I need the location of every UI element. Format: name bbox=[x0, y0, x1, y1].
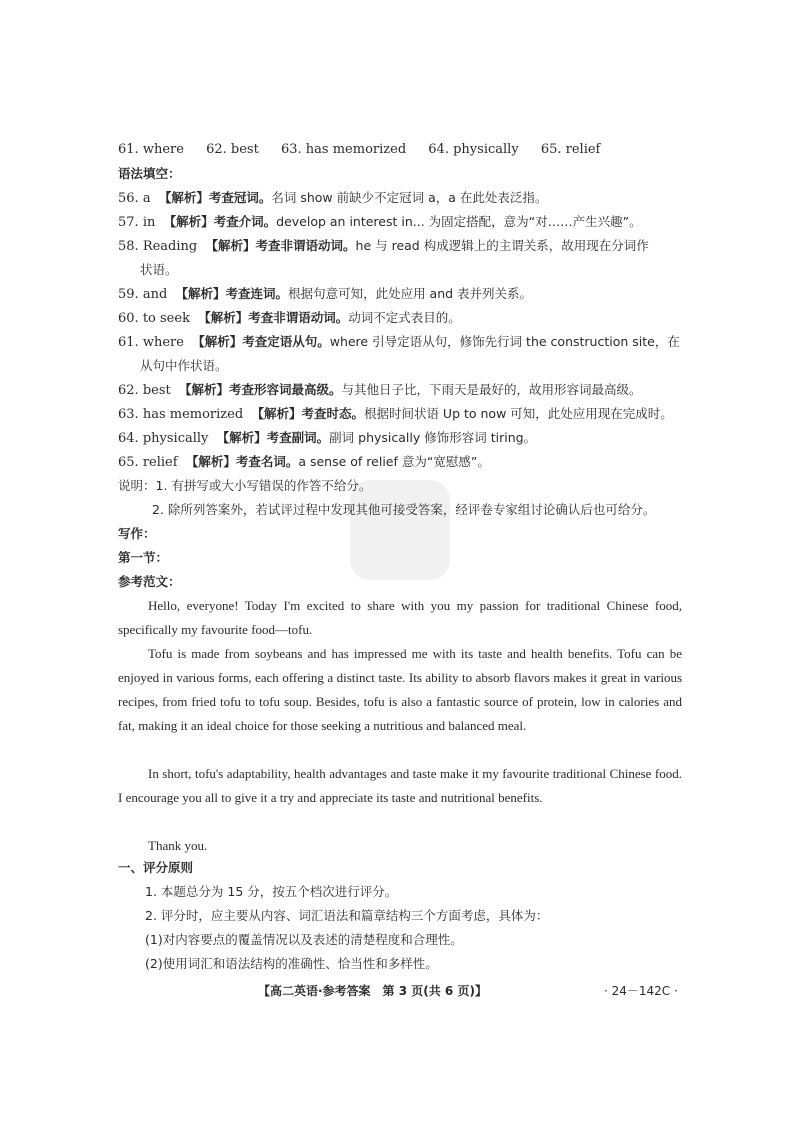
essay-paragraph-4: Thank you. bbox=[148, 838, 208, 853]
analysis-text: 根据句意可知，此处应用 and 表并列关系。 bbox=[288, 286, 533, 301]
analysis-tag: 【解析】考查名词。 bbox=[185, 454, 299, 469]
top-answer: 62. best bbox=[206, 142, 259, 157]
answer-item: 59. and 【解析】考查连词。根据句意可知，此处应用 and 表并列关系。 bbox=[118, 286, 533, 302]
note-1: 1. 有拼写或大小写错误的作答不给分。 bbox=[155, 478, 372, 493]
answer-item: 60. to seek 【解析】考查非谓语动词。动词不定式表目的。 bbox=[118, 310, 461, 326]
essay-paragraph-3: In short, tofu's adaptability, health advantages and taste make it my favourite traditional Chinese food. I encourage you all to give it a try and appreciate its taste and nutritional benefits. bbox=[118, 766, 682, 805]
essay-paragraph-1: Hello, everyone! Today I'm excited to share with you my passion for traditional Chinese food, specifically my favourite food—tofu. bbox=[118, 598, 682, 637]
answer-item: 58. Reading 【解析】考查非谓语动词。he 与 read 构成逻辑上的主谓关系，故用现在分词作 bbox=[118, 238, 649, 254]
analysis-tag: 【解析】考查非谓语动词。 bbox=[205, 238, 356, 253]
top-answer: 61. where bbox=[118, 142, 184, 157]
answer-item: 64. physically 【解析】考查副词。副词 physically 修饰形容词 tiring。 bbox=[118, 430, 537, 446]
answer-item: 57. in 【解析】考查介词。develop an interest in... 为固定搭配，意为“对……产生兴趣”。 bbox=[118, 214, 642, 230]
analysis-continuation: 从句中作状语。 bbox=[140, 358, 228, 373]
analysis-continuation: 状语。 bbox=[140, 262, 178, 277]
top-answers-line bbox=[118, 142, 690, 158]
principle-4: (2)使用词汇和语法结构的准确性、恰当性和多样性。 bbox=[145, 956, 438, 971]
analysis-text: 动词不定式表目的。 bbox=[348, 310, 461, 325]
writing-heading: 写作： bbox=[118, 526, 156, 541]
analysis-tag: 【解析】考查时态。 bbox=[251, 406, 364, 421]
section-heading: 第一节： bbox=[118, 550, 169, 565]
top-answer: 65. relief bbox=[540, 142, 601, 157]
grammar-heading: 语法填空： bbox=[118, 166, 181, 181]
answer-item: 62. best 【解析】考查形容词最高级。与其他日子比，下雨天是最好的，故用形容词最高级。 bbox=[118, 382, 642, 398]
analysis-text: a sense of relief 意为“宽慰感”。 bbox=[298, 454, 490, 469]
sample-heading: 参考范文： bbox=[118, 574, 181, 589]
principle-3: (1)对内容要点的覆盖情况以及表述的清楚程度和合理性。 bbox=[145, 932, 463, 947]
analysis-tag: 【解析】考查副词。 bbox=[216, 430, 330, 445]
top-answer: 64. physically bbox=[428, 142, 519, 157]
answer-item: 65. relief 【解析】考查名词。a sense of relief 意为“宽慰感”。 bbox=[118, 454, 490, 470]
analysis-tag: 【解析】考查非谓语动词。 bbox=[198, 310, 349, 325]
analysis-tag: 【解析】考查形容词最高级。 bbox=[179, 382, 342, 397]
top-answer: 63. has memorized bbox=[280, 142, 407, 157]
answer-item: 56. a 【解析】考查冠词。名词 show 前缺少不定冠词 a，a 在此处表泛指。 bbox=[118, 190, 548, 206]
footer-code: · 24－142C · bbox=[604, 984, 678, 998]
analysis-text: he 与 read 构成逻辑上的主谓关系，故用现在分词作 bbox=[355, 238, 649, 253]
analysis-text: develop an interest in... 为固定搭配，意为“对……产生兴趣”。 bbox=[276, 214, 642, 229]
footer-page-info: 【高二英语·参考答案 第 3 页(共 6 页)】 bbox=[258, 984, 487, 998]
answer-item: 63. has memorized 【解析】考查时态。根据时间状语 Up to now 可知，此处应用现在完成时。 bbox=[118, 406, 673, 422]
principles-heading: 一、评分原则 bbox=[118, 860, 194, 875]
analysis-text: 副词 physically 修饰形容词 tiring。 bbox=[329, 430, 537, 445]
analysis-tag: 【解析】考查冠词。 bbox=[158, 190, 272, 205]
note-line bbox=[118, 478, 690, 494]
note-2: 2. 除所列答案外，若试评过程中发现其他可接受答案，经评卷专家组讨论确认后也可给分。 bbox=[152, 502, 656, 517]
answer-item: 61. where 【解析】考查定语从句。where 引导定语从句，修饰先行词 the construction site，在 bbox=[118, 334, 680, 350]
analysis-text: 与其他日子比，下雨天是最好的，故用形容词最高级。 bbox=[341, 382, 642, 397]
analysis-tag: 【解析】考查连词。 bbox=[175, 286, 289, 301]
note-label: 说明： bbox=[118, 478, 156, 493]
analysis-text: where 引导定语从句，修饰先行词 the construction site，在 bbox=[329, 334, 680, 349]
analysis-text: 名词 show 前缺少不定冠词 a，a 在此处表泛指。 bbox=[271, 190, 548, 205]
analysis-tag: 【解析】考查介词。 bbox=[163, 214, 277, 229]
principle-1: 1. 本题总分为 15 分，按五个档次进行评分。 bbox=[145, 884, 398, 899]
essay-paragraph-2: Tofu is made from soybeans and has impressed me with its taste and health benefits. Tofu can be enjoyed in various forms, each offering a distinct taste. Its ability to absorb flavors makes it great in various recipes, from fried tofu to tofu soup. Besides, tofu is also a fantastic source of protein, low in calories and fat, making it an ideal choice for those seeking a nutritious and balanced meal. bbox=[118, 646, 682, 733]
analysis-text: 根据时间状语 Up to now 可知，此处应用现在完成时。 bbox=[363, 406, 673, 421]
analysis-tag: 【解析】考查定语从句。 bbox=[192, 334, 330, 349]
principle-2: 2. 评分时，应主要从内容、词汇语法和篇章结构三个方面考虑，具体为： bbox=[145, 908, 549, 923]
